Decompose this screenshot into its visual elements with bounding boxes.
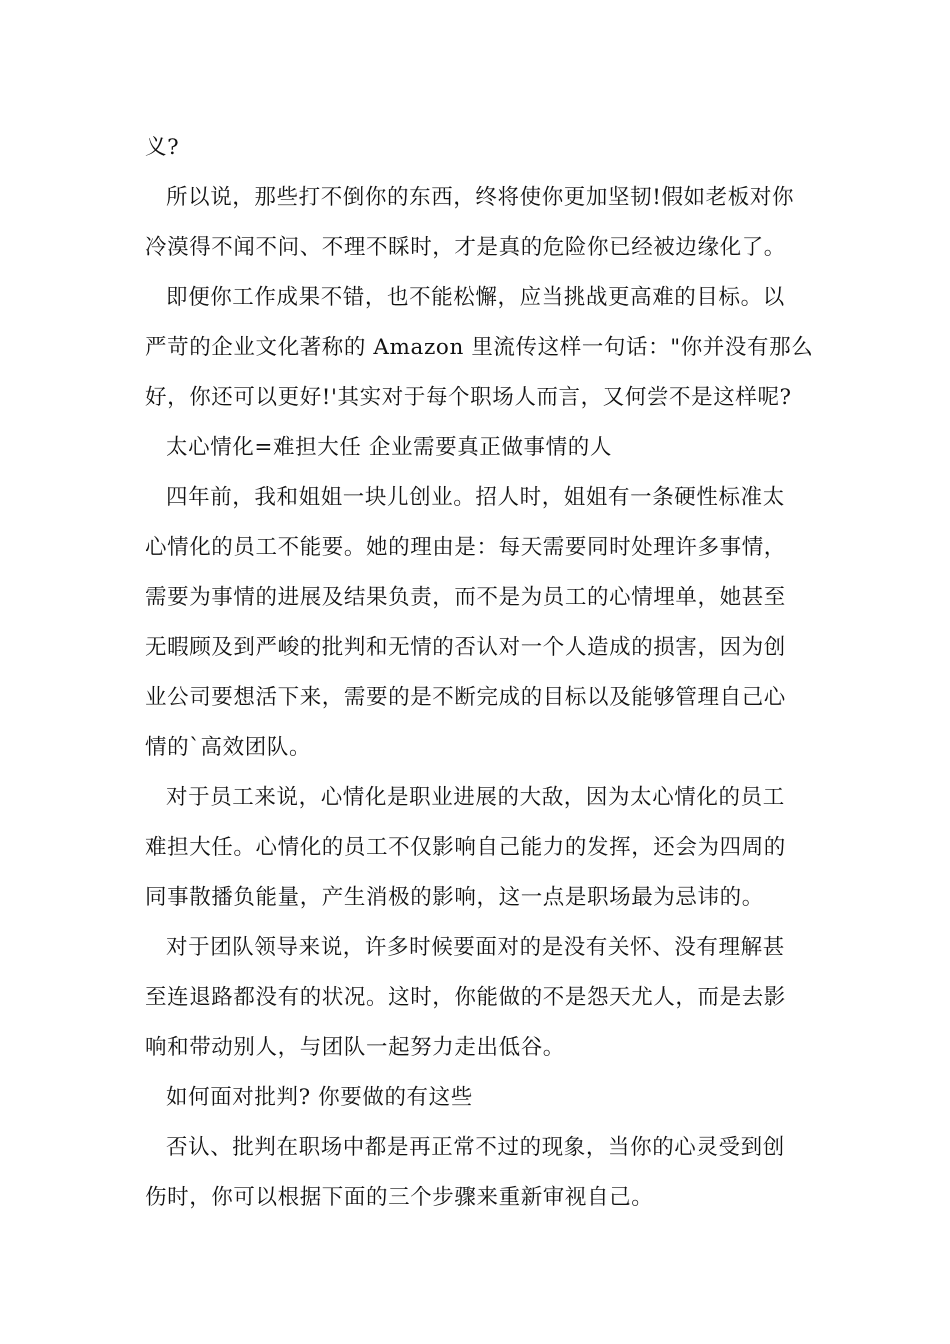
section-heading: 太心情化=难担大任 企业需要真正做事情的人 <box>166 435 612 460</box>
paragraph-start-line: 即便你工作成果不错，也不能松懈，应当挑战更高难的目标。以 <box>166 285 785 310</box>
text-line: 响和带动别人，与团队一起努力走出低谷。 <box>145 1035 565 1060</box>
section-heading: 如何面对批判? 你要做的有这些 <box>166 1085 473 1110</box>
text-line: 严苛的企业文化著称的 Amazon 里流传这样一句话："你并没有那么 <box>145 335 814 360</box>
text-line: 冷漠得不闻不问、不理不睬时，才是真的危险你已经被边缘化了。 <box>145 235 786 260</box>
paragraph-start-line: 所以说，那些打不倒你的东西，终将使你更加坚韧!假如老板对你 <box>166 185 795 210</box>
text-line: 难担大任。心情化的员工不仅影响自己能力的发挥，还会为四周的 <box>145 835 786 860</box>
text-line: 好，你还可以更好!'其实对于每个职场人而言，又何尝不是这样呢? <box>145 385 792 410</box>
text-line: 伤时，你可以根据下面的三个步骤来重新审视自己。 <box>145 1185 654 1210</box>
paragraph-start-line: 对于团队领导来说，许多时候要面对的是没有关怀、没有理解甚 <box>166 935 785 960</box>
text-line: 情的`高效团队。 <box>145 735 312 760</box>
text-line: 业公司要想活下来，需要的是不断完成的目标以及能够管理自己心 <box>145 685 786 710</box>
paragraph-start-line: 四年前，我和姐姐一块儿创业。招人时，姐姐有一条硬性标准太 <box>166 485 785 510</box>
text-line: 义? <box>145 135 180 160</box>
paragraph-start-line: 否认、批判在职场中都是再正常不过的现象，当你的心灵受到创 <box>166 1135 785 1160</box>
text-line: 至连退路都没有的状况。这时，你能做的不是怨天尤人，而是去影 <box>145 985 786 1010</box>
text-line: 同事散播负能量，产生消极的影响，这一点是职场最为忌讳的。 <box>145 885 764 910</box>
paragraph-start-line: 对于员工来说，心情化是职业进展的大敌，因为太心情化的员工 <box>166 785 785 810</box>
text-line: 无暇顾及到严峻的批判和无情的否认对一个人造成的损害，因为创 <box>145 635 786 660</box>
text-line: 需要为事情的进展及结果负责，而不是为员工的心情埋单，她甚至 <box>145 585 786 610</box>
text-line: 心情化的员工不能要。她的理由是：每天需要同时处理许多事情， <box>145 535 786 560</box>
